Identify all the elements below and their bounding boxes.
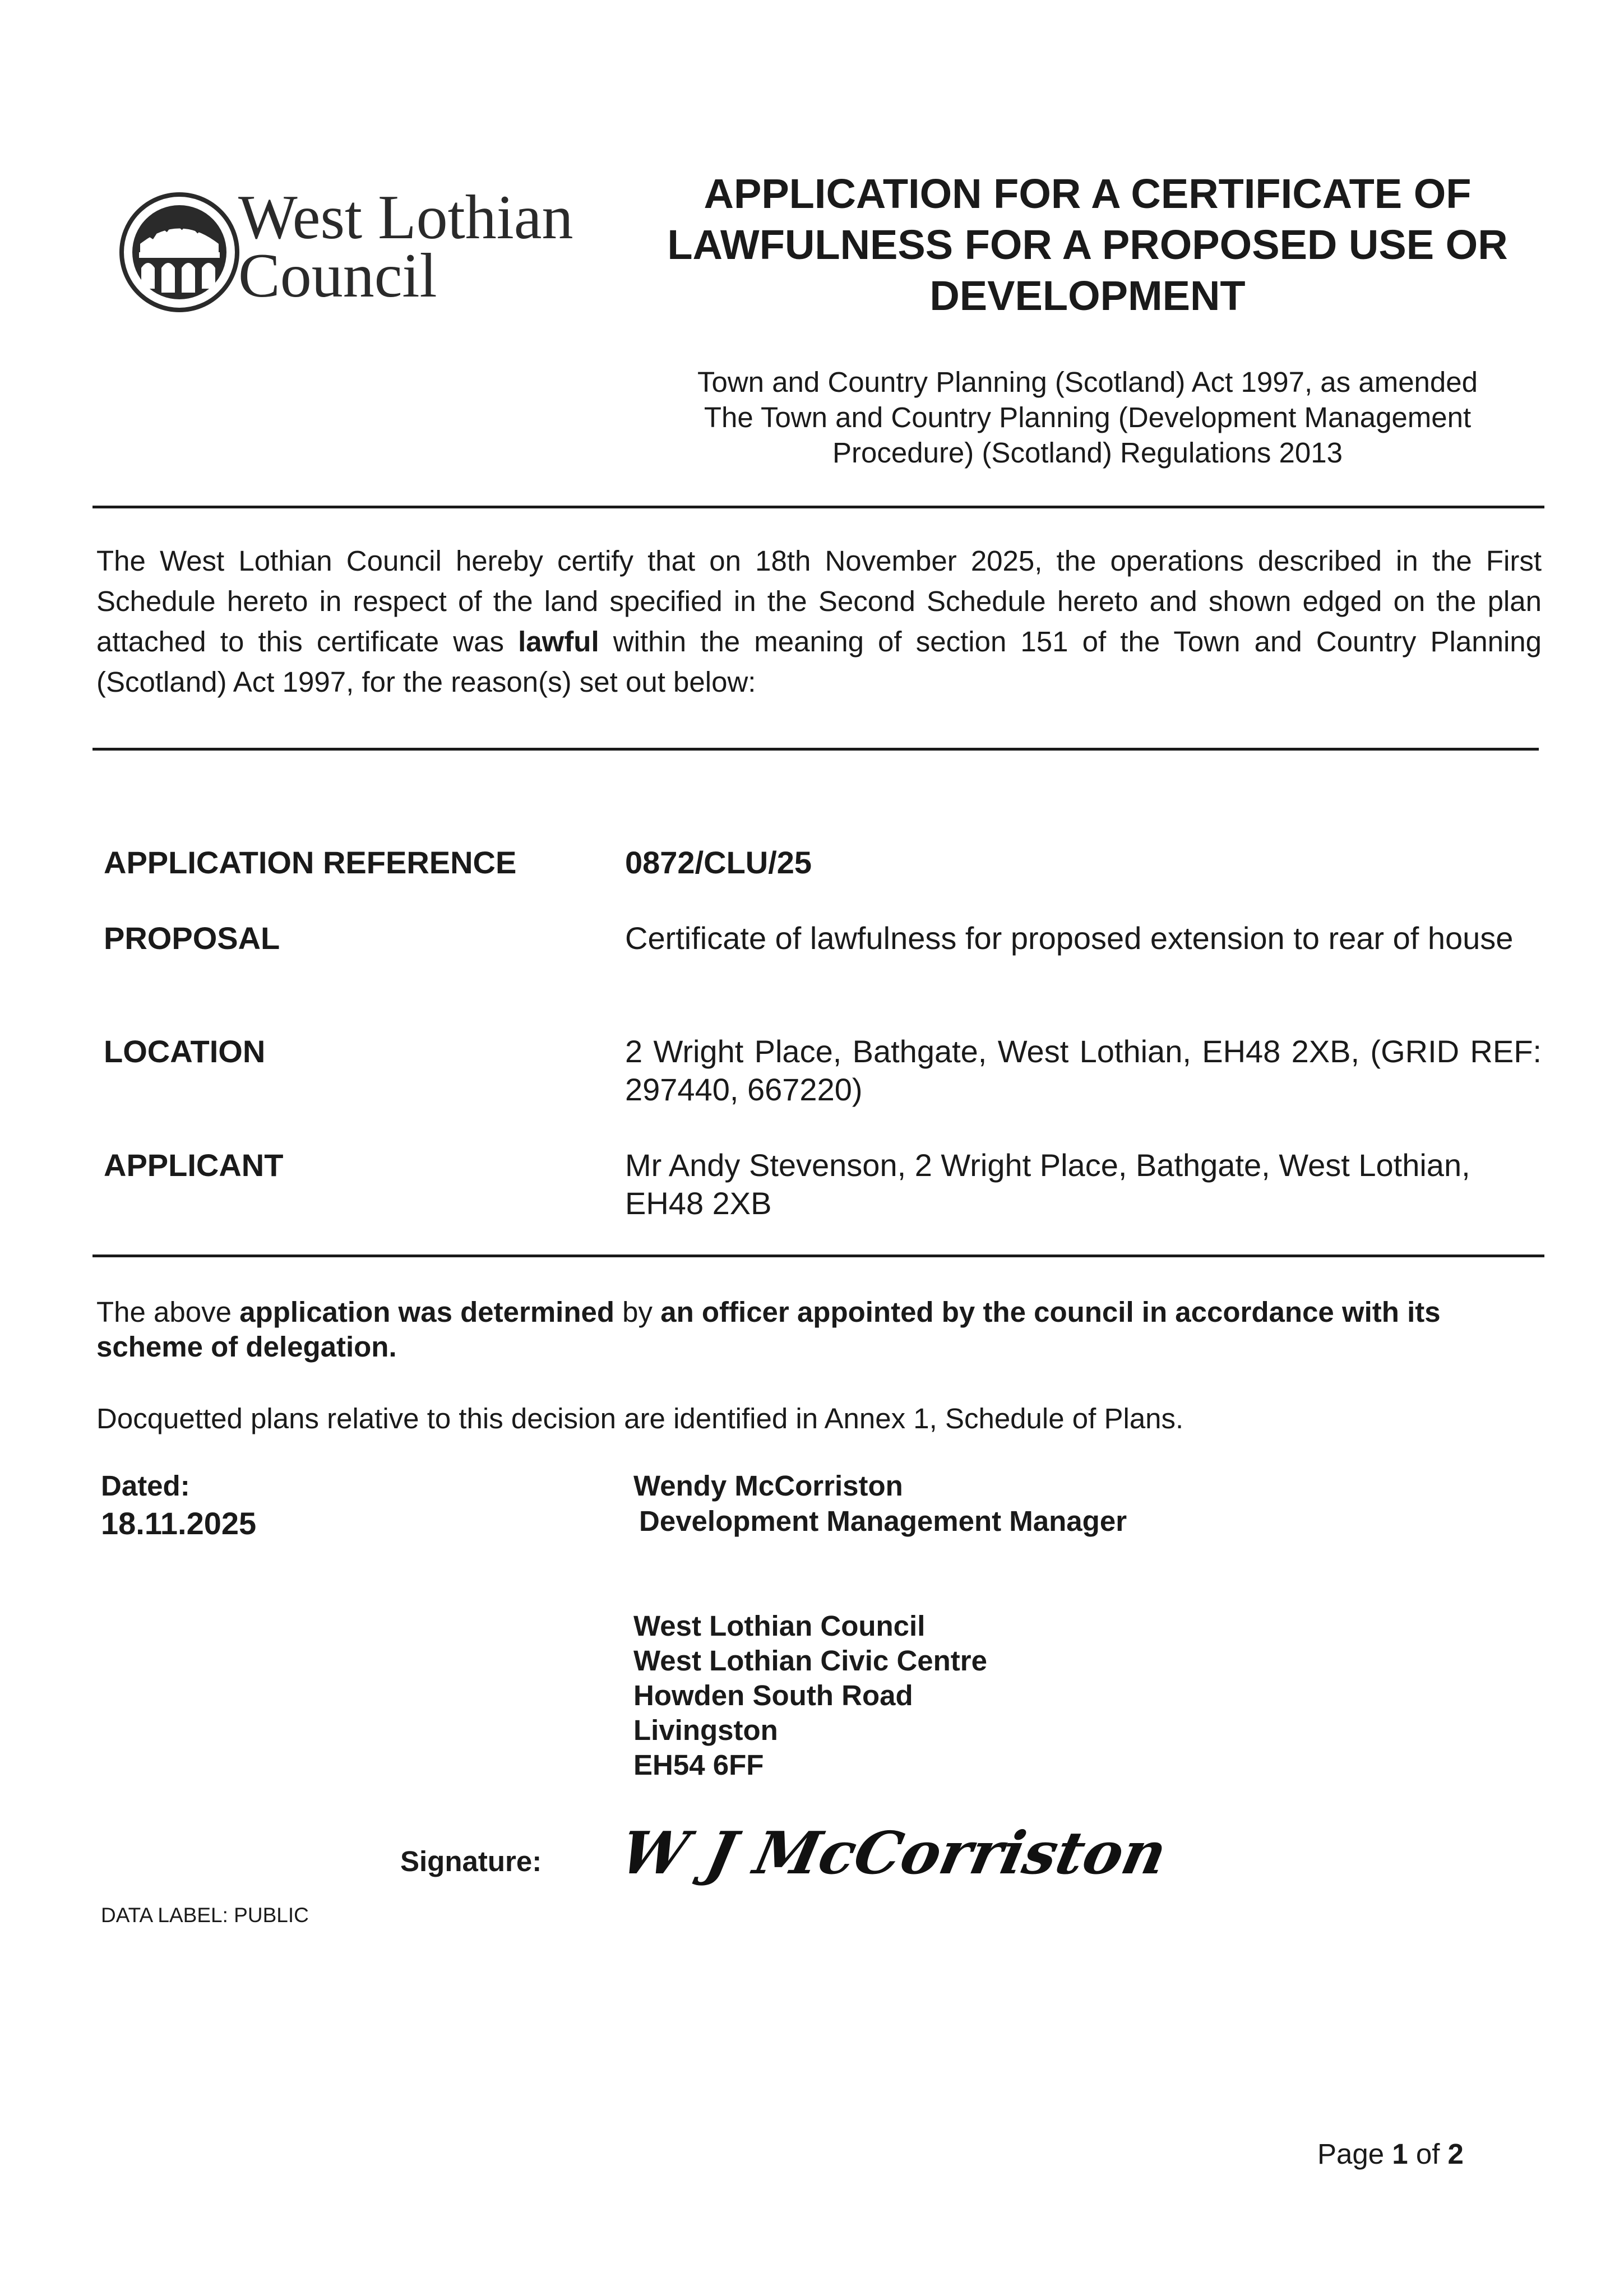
address-line-5: EH54 6FF — [633, 1749, 764, 1781]
divider — [92, 1255, 1544, 1257]
signature-label: Signature: — [400, 1845, 542, 1877]
applicant-line-2: EH48 2XB — [625, 1186, 772, 1221]
page-number — [1317, 2137, 1464, 2172]
title-line-3: DEVELOPMENT — [929, 272, 1246, 319]
determination-statement — [96, 1295, 1542, 1364]
dated-label: Dated: — [101, 1470, 190, 1502]
address-line-3: Howden South Road — [633, 1679, 913, 1711]
location-value: 2 Wright Place, Bathgate, West Lothian, EH48 2XB, (GRID REF: 297440, 667220) — [625, 1034, 1542, 1107]
applicant-line-1: Mr Andy Stevenson, 2 Wright Place, Bathgate, West Lothian, — [625, 1147, 1470, 1183]
dated-value: 18.11.2025 — [101, 1506, 257, 1541]
document-title — [625, 168, 1550, 321]
council-address — [633, 1609, 987, 1783]
location-label: LOCATION — [104, 1034, 266, 1069]
certification-paragraph — [96, 541, 1542, 702]
application-reference-label: APPLICATION REFERENCE — [104, 845, 517, 880]
determined-text-3: by — [614, 1296, 661, 1328]
signer-name: Wendy McCorriston — [633, 1470, 903, 1502]
intro-lawful: lawful — [518, 626, 599, 658]
logo-line-1: West Lothian — [238, 183, 573, 252]
subtitle-line-1: Town and Country Planning (Scotland) Act 1997, as amended — [697, 366, 1478, 398]
subtitle-line-3: Procedure) (Scotland) Regulations 2013 — [832, 437, 1343, 469]
address-line-2: West Lothian Civic Centre — [633, 1645, 988, 1677]
signature-text: W J McCorriston — [614, 1818, 1173, 1887]
address-line-1: West Lothian Council — [633, 1610, 926, 1642]
page-prefix: Page — [1317, 2138, 1392, 2170]
applicant-value — [625, 1146, 1542, 1223]
handwritten-signature — [614, 1812, 1173, 1890]
divider — [92, 748, 1539, 751]
docquetted-plans-note: Docquetted plans relative to this decision are identified in Annex 1, Schedule of Plans. — [96, 1402, 1184, 1434]
data-classification-label: DATA LABEL: PUBLIC — [101, 1904, 309, 1927]
title-line-2: LAWFULNESS FOR A PROPOSED USE OR — [667, 221, 1508, 268]
page-of: of — [1408, 2138, 1448, 2170]
divider — [92, 506, 1544, 508]
determined-text-1: The above — [96, 1296, 240, 1328]
logo-line-2: Council — [238, 241, 437, 311]
legislation-subtitle — [625, 364, 1550, 470]
page-current: 1 — [1392, 2138, 1408, 2170]
council-logo — [118, 183, 573, 320]
west-lothian-viaduct-emblem-icon — [118, 191, 241, 314]
logo-wordmark — [238, 183, 573, 311]
proposal-label: PROPOSAL — [104, 920, 280, 956]
proposal-value: Certificate of lawfulness for proposed extension to rear of house — [625, 920, 1514, 956]
title-line-1: APPLICATION FOR A CERTIFICATE OF — [704, 170, 1472, 217]
determined-text-4: an officer appointed by the council in accordance with its scheme of delegation. — [96, 1296, 1441, 1363]
determined-text-2: application was determined — [239, 1296, 615, 1328]
applicant-label: APPLICANT — [104, 1147, 284, 1183]
page-total: 2 — [1447, 2138, 1464, 2170]
intro-text-start: The West Lothian Council hereby certify that on 18th November 2025, the operations described in the First Schedule hereto in respect of the land specified in the Second Schedule hereto and shown edged on the plan attached to this certificate was — [96, 545, 1542, 658]
subtitle-line-2: The Town and Country Planning (Development Management — [704, 401, 1472, 433]
intro-text-end: within the meaning of section 151 of the Town and Country Planning (Scotland) Act 1997, for the reason(s) set out below: — [96, 626, 1542, 698]
application-reference-value: 0872/CLU/25 — [625, 845, 812, 880]
address-line-4: Livingston — [633, 1714, 778, 1746]
signer-title: Development Management Manager — [639, 1505, 1127, 1537]
